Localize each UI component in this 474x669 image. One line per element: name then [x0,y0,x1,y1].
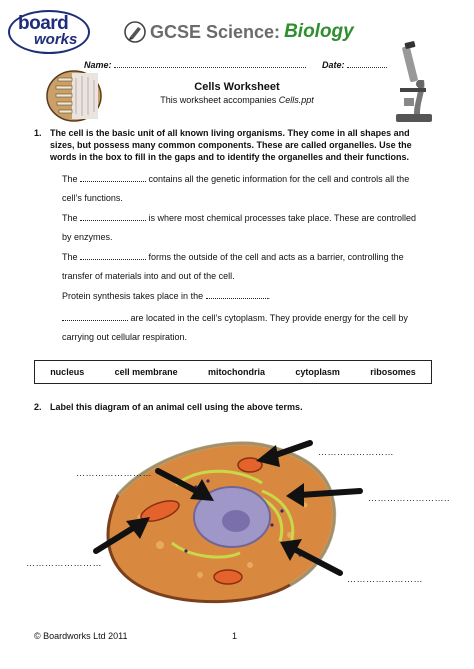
worksheet-title: Cells Worksheet [194,81,280,93]
sentence-2-start: The [62,213,78,223]
word-ribosomes: ribosomes [370,367,416,377]
blank-3[interactable] [80,250,146,260]
blank-1[interactable] [80,172,146,182]
sentence-5 [62,309,434,347]
sentence-2-end: is where most chemical processes take place. These are controlled [148,213,417,223]
fill-in-paragraphs [62,170,434,347]
sentence-4-end: . [267,291,271,301]
pencil-icon [124,21,146,43]
date-line[interactable] [347,59,387,68]
subject-label: Biology [284,21,354,42]
course-label: GCSE Science: [150,21,281,42]
worksheet-subtitle [0,95,474,105]
question-1-text: The cell is the basic unit of all known living organisms. They come in all shapes and sizes, but possess many common components. These are called organelles. Use the words in the box to fill in the gaps and to identify the organelles and their functions. [50,128,412,162]
logo-text-board: board [18,13,69,34]
sentence-3-end: forms the outside of the cell and acts as a barrier, controlling the [148,252,404,262]
sentence-1-end: contains all the genetic information for the cell and controls all the [148,174,410,184]
sentence-3-start: The [62,252,78,262]
sentence-2 [62,209,434,247]
label-blank-left-lower[interactable]: …………………… [26,558,102,568]
sentence-1-start: The [62,174,78,184]
word-nucleus: nucleus [50,367,85,377]
word-mitochondria: mitochondria [207,367,265,377]
page-number: 1 [232,631,238,641]
logo-text-works: works [34,31,78,48]
name-line[interactable] [114,59,306,68]
sentence-1-cont: cell’s functions. [62,193,123,203]
sentence-5-cont: carrying out cellular respiration. [62,332,188,342]
blank-5[interactable] [62,311,128,321]
date-field[interactable] [322,59,387,70]
blank-4[interactable] [206,289,268,299]
word-box [34,360,432,384]
question-1 [34,127,434,163]
sentence-4 [62,287,434,306]
name-label: Name: [84,60,112,70]
blank-2[interactable] [80,211,146,221]
subtitle-text: This worksheet accompanies [160,95,279,105]
course-title [124,21,354,43]
sentence-3-cont: transfer of materials into and out of the cell. [62,271,235,281]
sentence-3 [62,248,434,286]
question-2-text: Label this diagram of an animal cell using the above terms. [50,402,303,412]
question-1-number: 1. [34,128,42,138]
subtitle-file: Cells.ppt [278,95,314,105]
question-2 [34,401,434,413]
date-label: Date: [322,60,345,70]
word-cytoplasm: cytoplasm [295,367,340,377]
sentence-1 [62,170,434,208]
sentence-4-start: Protein synthesis takes place in the [62,291,204,301]
sentence-5-end: are located in the cell’s cytoplasm. They provide energy for the cell by [130,313,408,323]
animal-cell-diagram [0,425,474,615]
label-blank-right-middle[interactable]: …………………….. [368,493,451,503]
name-field[interactable] [84,59,306,70]
sentence-2-cont: by enzymes. [62,232,113,242]
label-blank-bottom-right[interactable]: …………………… [347,574,423,584]
word-cell-membrane: cell membrane [114,367,178,377]
question-2-number: 2. [34,402,42,412]
footer-copyright: © Boardworks Ltd 2011 [34,631,128,641]
label-blank-top-right[interactable]: …………………… [318,447,394,457]
label-blank-left-upper[interactable]: …………………… [76,468,152,478]
